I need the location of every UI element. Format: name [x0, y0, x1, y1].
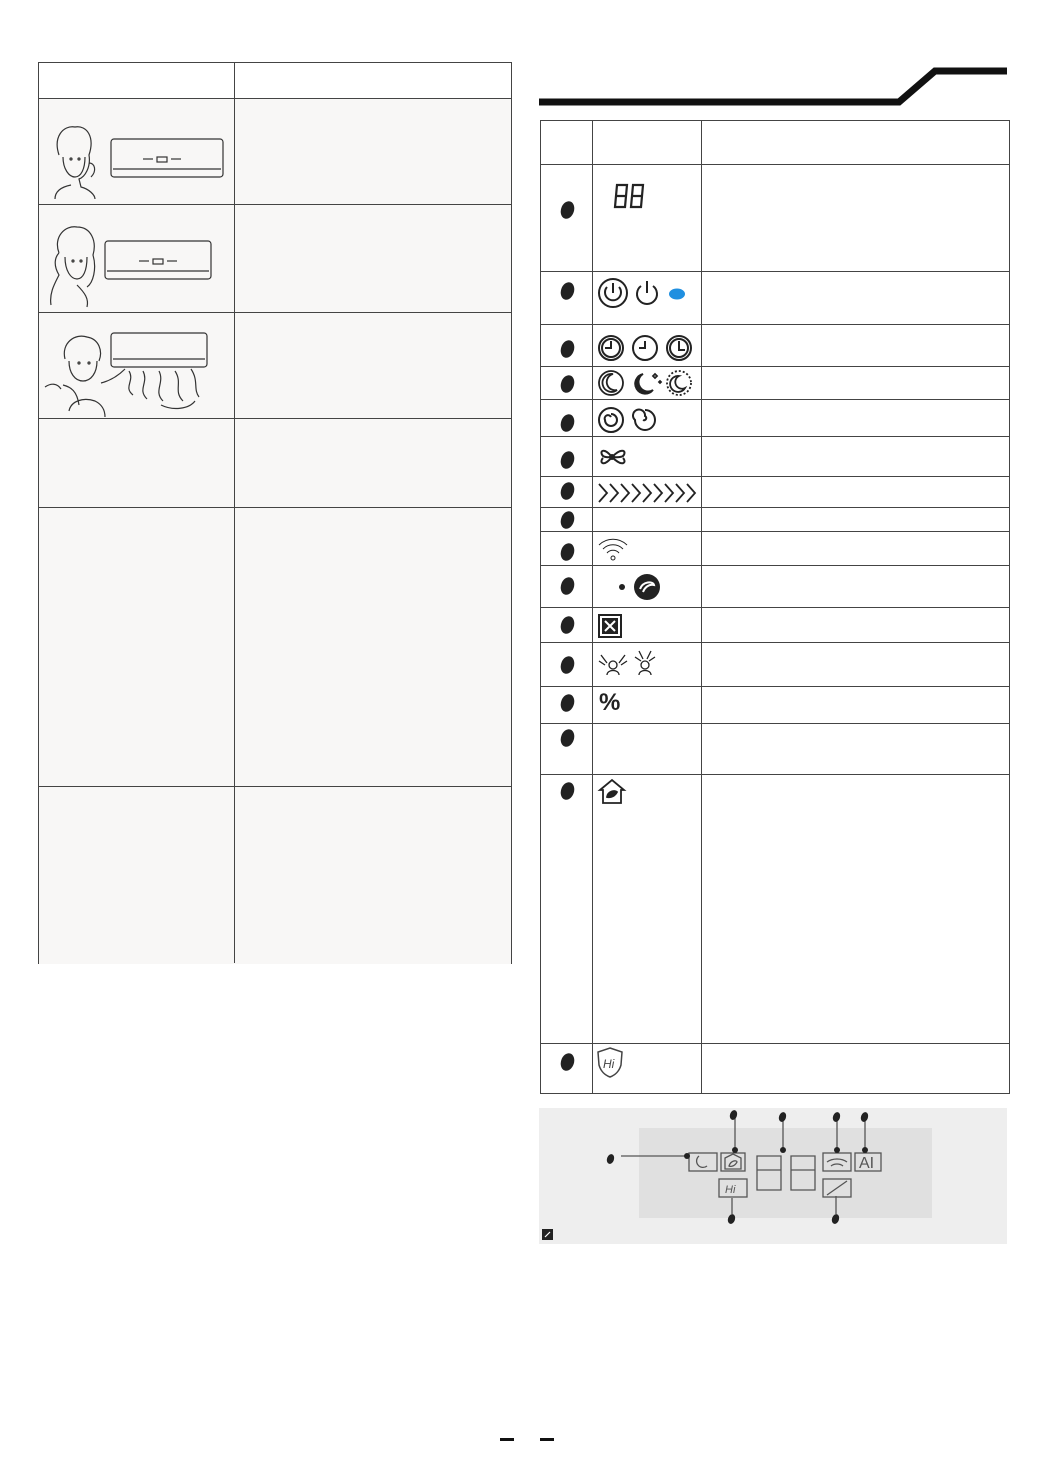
row-divider — [541, 531, 1009, 532]
row-divider — [541, 476, 1009, 477]
row-divider — [541, 642, 1009, 643]
row-divider — [39, 418, 511, 419]
row-marker — [559, 412, 577, 433]
display-panel-diagram — [539, 1108, 1007, 1244]
row-divider — [541, 774, 1009, 775]
hi-shield-icon — [595, 1045, 625, 1079]
eco-icons-row — [597, 571, 667, 603]
row-marker — [559, 373, 577, 394]
fan-icon — [597, 442, 631, 472]
person-airflow-icons-row — [597, 647, 667, 681]
row-divider — [541, 686, 1009, 687]
row-marker — [559, 1051, 577, 1072]
row-divider — [541, 565, 1009, 566]
row-divider — [541, 164, 1009, 165]
home-leaf-icon — [597, 777, 627, 805]
row-marker — [559, 727, 577, 748]
svg-text:Hi: Hi — [603, 1057, 615, 1071]
row-divider — [541, 723, 1009, 724]
note-icon — [542, 1229, 554, 1241]
power-icons-row — [597, 277, 697, 309]
speed-arrows-icon — [597, 481, 697, 505]
wifi-icon — [597, 535, 631, 563]
ai-label: AI — [859, 1155, 875, 1172]
row-divider — [39, 786, 511, 787]
woman-with-indoor-unit-icon — [45, 107, 231, 199]
row-marker — [559, 509, 577, 530]
row-marker — [559, 480, 577, 501]
row-divider — [541, 324, 1009, 325]
display-icons — [539, 1108, 1007, 1244]
row-divider — [541, 271, 1009, 272]
row-marker — [559, 780, 577, 801]
row-marker — [559, 338, 577, 359]
row-marker — [559, 575, 577, 596]
section-header-bar — [539, 62, 1009, 112]
row-divider — [39, 98, 511, 99]
row-divider — [39, 507, 511, 508]
woman-puzzled-indoor-unit-icon — [43, 213, 229, 309]
row-marker — [559, 614, 577, 635]
row-divider — [541, 507, 1009, 508]
defrost-square-icon — [597, 613, 625, 641]
indicator-table — [540, 120, 1010, 1094]
column-divider — [234, 63, 235, 963]
hi-label: Hi — [725, 1184, 736, 1196]
row-divider — [541, 1043, 1009, 1044]
timer-icons-row — [597, 333, 697, 363]
row-marker — [559, 199, 577, 220]
row-marker — [559, 280, 577, 301]
row-divider — [39, 204, 511, 205]
row-divider — [541, 607, 1009, 608]
row-divider — [541, 399, 1009, 400]
row-marker — [559, 541, 577, 562]
page-mark — [500, 1438, 514, 1441]
swirl-icons-row — [597, 405, 697, 435]
row-marker — [559, 692, 577, 713]
digits-88-icon — [611, 181, 651, 211]
troubleshooting-table — [38, 62, 512, 964]
row-divider — [541, 366, 1009, 367]
percent-humidity-icon: % — [599, 689, 621, 716]
row-marker — [559, 654, 577, 675]
row-divider — [541, 436, 1009, 437]
row-divider — [39, 312, 511, 313]
woman-airflow-unit-icon — [43, 321, 233, 417]
sleep-icons-row — [597, 368, 697, 398]
row-marker — [559, 449, 577, 470]
page-mark — [540, 1438, 554, 1441]
